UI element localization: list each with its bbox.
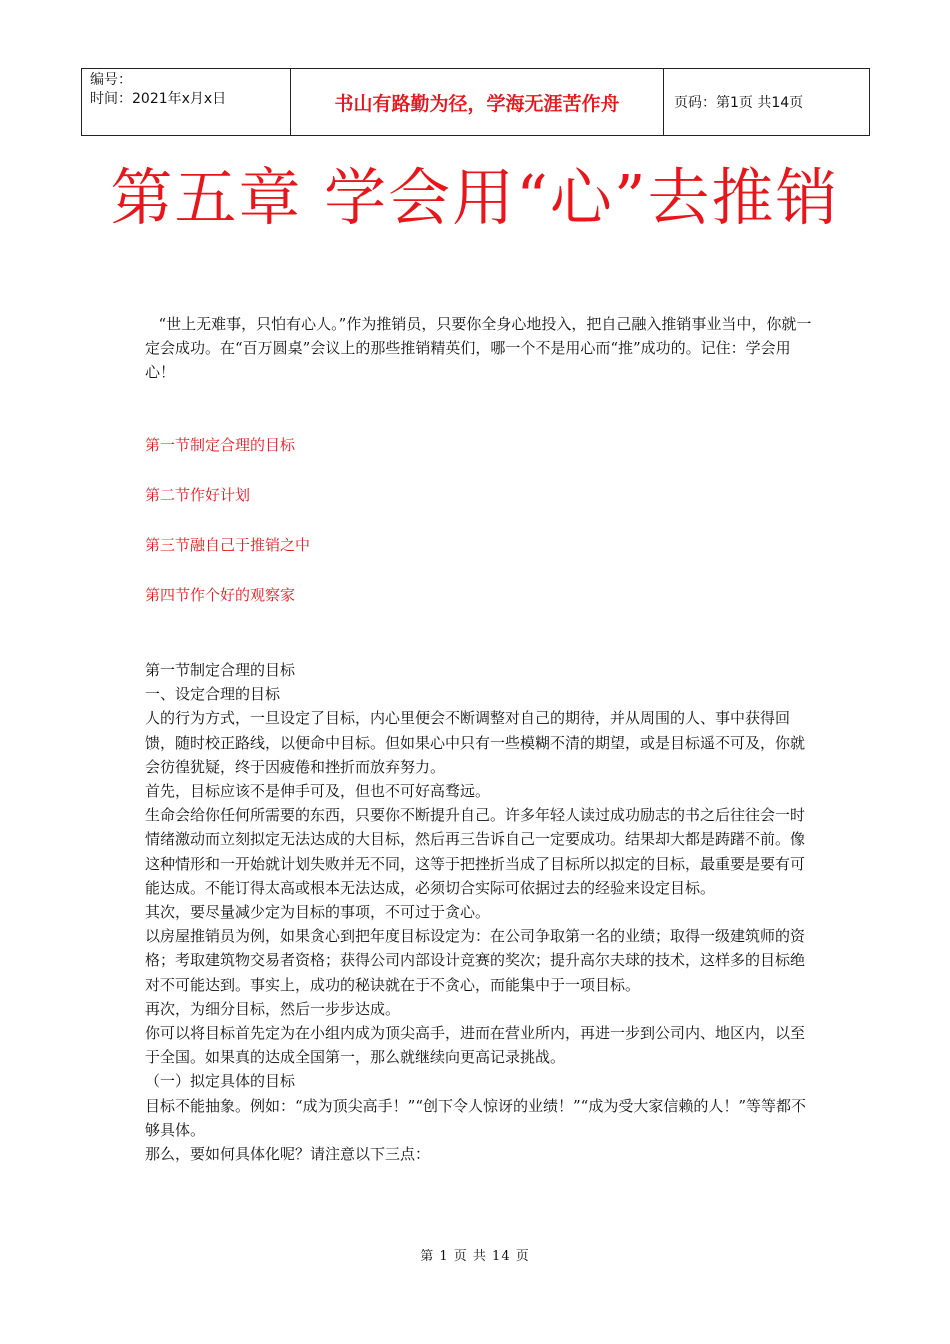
page-footer: 第 1 页 共 14 页 — [420, 1249, 530, 1264]
header-meta-cell — [82, 69, 291, 136]
paragraph: 再次，为细分目标，然后一步步达成。 — [145, 999, 401, 1018]
document-number-label: 编号： — [90, 72, 132, 88]
header-motto: 书山有路勤为径，学海无涯苦作舟 — [291, 69, 664, 136]
header-page-info: 页码：第1页 共14页 — [664, 69, 870, 136]
paragraph: 那么，要如何具体化呢？请注意以下三点： — [145, 1145, 431, 1164]
paragraph: 其次，要尽量减少定为目标的事项，不可过于贪心。 — [145, 903, 491, 922]
toc-link-section-2[interactable]: 第二节作好计划 — [145, 486, 251, 504]
paragraph: 首先，目标应该不是伸手可及，但也不可好高骛远。 — [145, 782, 491, 801]
chapter-intro: “世上无难事，只怕有心人。”作为推销员，只要你全身心地投入，把自己融入推销事业当中，你就一定会成功。在“百万圆桌”会议上的那些推销精英们，哪一个不是用心而“推”成功的。记住：学会用心！ — [145, 315, 812, 381]
body-content — [145, 658, 813, 1166]
paragraph: 你可以将目标首先定为在小组内成为顶尖高手，进而在营业所内，再进一步到公司内、地区内，以至于全国。如果真的达成全国第一，那么就继续向更高记录挑战。 — [145, 1024, 806, 1067]
chapter-title: 第五章 学会用“心”去推销 — [110, 161, 840, 234]
table-of-contents — [145, 434, 805, 634]
paragraph: 人的行为方式，一旦设定了目标，内心里便会不断调整对自己的期待，并从周围的人、事中获得回馈，随时校正路线，以便命中目标。但如果心中只有一些模糊不清的期望，或是目标遥不可及，你就会彷徨犹疑，终于因疲倦和挫折而放弃努力。 — [145, 709, 806, 776]
subsection-heading: 一、设定合理的目标 — [145, 685, 281, 704]
paragraph: 以房屋推销员为例，如果贪心到把年度目标设定为：在公司争取第一名的业绩；取得一级建筑师的资格；考取建筑物交易者资格；获得公司内部设计竞赛的奖次；提升高尔夫球的技术，这样多的目标绝对不可能达到。事实上，成功的秘诀就在于不贪心，而能集中于一项目标。 — [145, 927, 806, 994]
header-table — [81, 68, 870, 136]
paragraph: 生命会给你任何所需要的东西，只要你不断提升自己。许多年轻人读过成功励志的书之后往往会一时情绪激动而立刻拟定无法达成的大目标，然后再三告诉自己一定要成功。结果却大都是踌躇不前。像这种情形和一开始就计划失败并无不同，这等于把挫折当成了目标所以拟定的目标，最重要是要有可能达成。不能订得太高或根本无法达成，必须切合实际可依据过去的经验来设定目标。 — [145, 806, 806, 897]
document-date: 时间：2021年x月x日 — [90, 91, 227, 107]
toc-link-section-1[interactable]: 第一节制定合理的目标 — [145, 436, 296, 454]
toc-link-section-4[interactable]: 第四节作个好的观察家 — [145, 586, 296, 604]
toc-link-section-3[interactable]: 第三节融自己于推销之中 — [145, 536, 311, 554]
subsection-heading: （一）拟定具体的目标 — [145, 1072, 296, 1091]
paragraph: 目标不能抽象。例如：“成为顶尖高手！”“创下令人惊讶的业绩！”“成为受大家信赖的人！”等等都不够具体。 — [145, 1096, 807, 1139]
section-heading: 第一节制定合理的目标 — [145, 661, 296, 679]
